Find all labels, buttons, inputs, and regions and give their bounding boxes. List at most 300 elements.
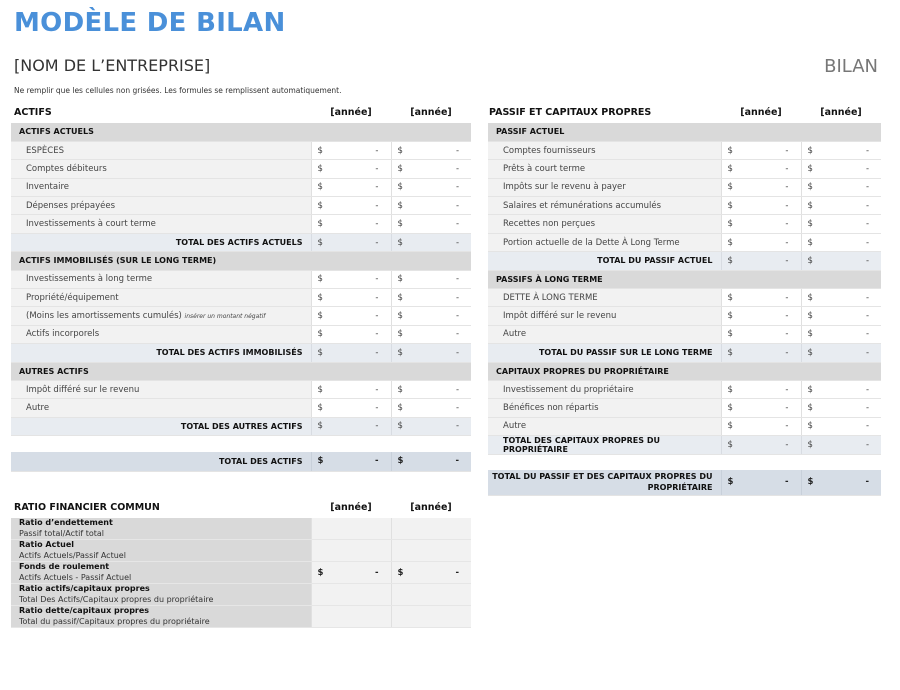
amount: - <box>375 329 379 340</box>
currency-symbol: $ <box>317 219 323 230</box>
ratio-title: Fonds de roulement <box>19 562 110 571</box>
table-row <box>11 270 471 288</box>
amount: - <box>375 274 379 285</box>
amount: - <box>785 163 789 174</box>
fixed-assets-item-label: Investissements à long terme <box>11 270 311 288</box>
assets-heading <box>14 103 471 121</box>
table-row <box>11 399 471 417</box>
owner-equity-category-label: CAPITAUX PROPRES DU PROPRIÉTAIRE <box>488 362 881 380</box>
currency-symbol: $ <box>727 440 733 451</box>
current-assets-input-year-2[interactable] <box>391 215 471 233</box>
amount: - <box>865 200 870 211</box>
currency-symbol: $ <box>727 311 733 322</box>
ratio-title: Ratio Actuel <box>19 540 75 549</box>
currency-symbol: $ <box>397 182 403 193</box>
currency-symbol: $ <box>727 347 733 358</box>
amount: - <box>865 163 870 174</box>
current-liabilities-input-year-2[interactable] <box>801 141 881 159</box>
owner-equity-input-year-1[interactable] <box>721 399 801 417</box>
current-liabilities-total-row <box>488 252 881 270</box>
current-assets-category-label: ACTIFS ACTUELS <box>11 123 471 141</box>
currency-symbol: $ <box>807 182 813 193</box>
long-term-liabilities-item-label: Impôt différé sur le revenu <box>488 307 721 325</box>
current-assets-input-year-1[interactable] <box>311 178 391 196</box>
current-liabilities-input-year-2[interactable] <box>801 197 881 215</box>
current-liabilities-input-year-2[interactable] <box>801 215 881 233</box>
long-term-liabilities-total-label: TOTAL DU PASSIF SUR LE LONG TERME <box>488 344 721 362</box>
other-assets-total-row <box>11 417 471 435</box>
amount: - <box>455 274 460 285</box>
owner-equity-input-year-1[interactable] <box>721 417 801 435</box>
current-liabilities-total-year-1 <box>721 252 801 270</box>
amount: - <box>865 421 870 432</box>
current-assets-input-year-1[interactable] <box>311 141 391 159</box>
page-title: MODÈLE DE BILAN <box>14 8 286 38</box>
currency-symbol: $ <box>317 182 323 193</box>
currency-symbol: $ <box>317 292 323 303</box>
currency-symbol: $ <box>727 182 733 193</box>
amount: - <box>865 384 870 395</box>
ratio-value-year-2 <box>391 606 471 628</box>
other-assets-total-year-2 <box>391 417 471 435</box>
long-term-liabilities-item-label: Autre <box>488 325 721 343</box>
long-term-liabilities-input-year-1[interactable] <box>721 307 801 325</box>
table-row <box>11 197 471 215</box>
ratio-label <box>11 584 311 606</box>
long-term-liabilities-input-year-2[interactable] <box>801 289 881 307</box>
long-term-liabilities-category-label: PASSIFS À LONG TERME <box>488 270 881 288</box>
current-assets-total-year-2 <box>391 233 471 251</box>
assets-title: ACTIFS <box>14 106 52 118</box>
ratio-formula: Passif total/Actif total <box>19 528 105 538</box>
long-term-liabilities-total-year-2 <box>801 344 881 362</box>
table-row <box>11 325 471 343</box>
table-row <box>488 233 881 251</box>
currency-symbol: $ <box>317 200 323 211</box>
current-assets-input-year-2[interactable] <box>391 178 471 196</box>
ratio-label <box>11 562 311 584</box>
total-liabilities-equity-value-1: $ - <box>721 470 801 495</box>
amount: - <box>455 403 460 414</box>
owner-equity-input-year-1[interactable] <box>721 380 801 398</box>
current-assets-input-year-2[interactable] <box>391 141 471 159</box>
assets-grand-total <box>11 452 471 472</box>
current-liabilities-input-year-2[interactable] <box>801 233 881 251</box>
owner-equity-item-label: Investissement du propriétaire <box>488 380 721 398</box>
ratio-label <box>11 540 311 562</box>
amount: - <box>785 145 789 156</box>
currency-symbol: $ <box>807 237 813 248</box>
amount: - <box>455 384 460 395</box>
currency-symbol: $ <box>807 163 813 174</box>
ratio-label <box>11 606 311 628</box>
currency-symbol: $ <box>727 200 733 211</box>
ratios-table <box>11 518 471 628</box>
table-row <box>488 417 881 435</box>
amount: - <box>455 329 460 340</box>
table-row <box>488 399 881 417</box>
current-liabilities-input-year-2[interactable] <box>801 178 881 196</box>
table-row <box>488 160 881 178</box>
ratio-value-year-2 <box>391 584 471 606</box>
owner-equity-total-label: TOTAL DES CAPITAUX PROPRES DU PROPRIÉTAIRE <box>488 436 721 455</box>
fixed-assets-input-year-2[interactable] <box>391 307 471 325</box>
currency-symbol: $ <box>317 421 323 432</box>
amount: - <box>455 182 460 193</box>
instructions-note: Ne remplir que les cellules non grisées. Les formules se remplissent automatiquement. <box>14 86 342 95</box>
fixed-assets-input-year-2[interactable] <box>391 270 471 288</box>
liabilities-grand-total <box>488 470 881 496</box>
current-liabilities-item-label: Recettes non perçues <box>488 215 721 233</box>
table-row <box>11 178 471 196</box>
ratio-formula: Total Des Actifs/Capitaux propres du propriétaire <box>19 594 214 604</box>
ratio-value-year-1 <box>311 584 391 606</box>
currency-symbol: $ <box>807 145 813 156</box>
fixed-assets-total-year-1 <box>311 344 391 362</box>
current-assets-input-year-2[interactable] <box>391 160 471 178</box>
current-liabilities-item-label: Comptes fournisseurs <box>488 141 721 159</box>
other-assets-input-year-2[interactable] <box>391 380 471 398</box>
amount: - <box>865 403 870 414</box>
current-liabilities-total-year-2 <box>801 252 881 270</box>
amount: - <box>785 182 789 193</box>
fixed-assets-input-year-2[interactable] <box>391 289 471 307</box>
amount: - <box>375 219 379 230</box>
currency-symbol: $ <box>727 145 733 156</box>
long-term-liabilities-input-year-2[interactable] <box>801 307 881 325</box>
amount: - <box>455 237 460 248</box>
amount: - <box>375 384 379 395</box>
amount: - <box>785 311 789 322</box>
amount: - <box>455 145 460 156</box>
table-row <box>488 307 881 325</box>
currency-symbol: $ <box>727 163 733 174</box>
current-liabilities-item-label: Impôts sur le revenu à payer <box>488 178 721 196</box>
currency-symbol: $ <box>807 292 813 303</box>
owner-equity-category-row <box>488 362 881 380</box>
table-row <box>488 141 881 159</box>
ratio-formula: Actifs Actuels - Passif Actuel <box>19 572 132 582</box>
ratios-year-2: [année] <box>410 501 452 513</box>
currency-symbol: $ <box>317 163 323 174</box>
amount: - <box>455 219 460 230</box>
currency-symbol: $ <box>807 421 813 432</box>
current-assets-input-year-1[interactable] <box>311 215 391 233</box>
table-row <box>488 197 881 215</box>
owner-equity-total-row <box>488 436 881 455</box>
table-row <box>11 289 471 307</box>
currency-symbol: $ <box>317 145 323 156</box>
amount: - <box>785 237 789 248</box>
ratio-label <box>11 518 311 540</box>
liabilities-heading <box>489 103 881 121</box>
currency-symbol: $ <box>317 384 323 395</box>
currency-symbol: $ <box>397 274 403 285</box>
currency-symbol: $ <box>317 347 323 358</box>
amount: - <box>865 440 870 451</box>
hint-text: insérer un montant négatif <box>184 313 266 321</box>
current-assets-input-year-2[interactable] <box>391 197 471 215</box>
current-assets-total-row <box>11 233 471 251</box>
amount: - <box>865 292 870 303</box>
owner-equity-input-year-2[interactable] <box>801 417 881 435</box>
fixed-assets-category-row <box>11 252 471 270</box>
current-liabilities-category-label: PASSIF ACTUEL <box>488 123 881 141</box>
ratio-title: Ratio d’endettement <box>19 518 113 527</box>
amount: - <box>785 403 789 414</box>
current-liabilities-input-year-1[interactable] <box>721 197 801 215</box>
total-liabilities-equity-row <box>488 470 881 495</box>
liabilities-year-2[interactable]: [année] <box>820 106 862 118</box>
long-term-liabilities-input-year-2[interactable] <box>801 325 881 343</box>
currency-symbol: $ <box>397 384 403 395</box>
amount: - <box>374 567 379 578</box>
ratio-row <box>11 562 471 584</box>
amount: - <box>455 567 459 578</box>
ratio-title: Ratio dette/capitaux propres <box>19 606 150 615</box>
amount: - <box>785 329 789 340</box>
amount: - <box>785 219 789 230</box>
current-assets-item-label: Inventaire <box>11 178 311 196</box>
total-assets-value-2: $ - <box>391 452 471 471</box>
table-row <box>488 215 881 233</box>
currency-symbol: $ <box>397 200 403 211</box>
currency-symbol: $ <box>727 421 733 432</box>
fixed-assets-item-label: Propriété/équipement <box>11 289 311 307</box>
long-term-liabilities-category-row <box>488 270 881 288</box>
current-assets-total-year-1 <box>311 233 391 251</box>
other-assets-category-label: AUTRES ACTIFS <box>11 362 471 380</box>
table-row <box>488 289 881 307</box>
amount: - <box>785 440 789 451</box>
currency-symbol: $ <box>397 219 403 230</box>
table-row <box>488 380 881 398</box>
current-assets-item-label: Investissements à court terme <box>11 215 311 233</box>
amount: - <box>785 292 789 303</box>
amount: - <box>375 200 379 211</box>
amount: - <box>375 403 379 414</box>
amount: - <box>375 182 379 193</box>
other-assets-item-label: Impôt différé sur le revenu <box>11 380 311 398</box>
ratio-value-year-2 <box>391 518 471 540</box>
currency-symbol: $ <box>807 219 813 230</box>
amount: - <box>375 145 379 156</box>
amount: - <box>865 237 870 248</box>
currency-symbol: $ <box>397 347 403 358</box>
currency-symbol: $ <box>397 567 404 578</box>
current-liabilities-input-year-1[interactable] <box>721 215 801 233</box>
total-assets-row <box>11 452 471 471</box>
current-assets-input-year-1[interactable] <box>311 160 391 178</box>
currency-symbol: $ <box>807 403 813 414</box>
amount: - <box>455 200 460 211</box>
ratio-row <box>11 606 471 628</box>
current-assets-item-label: ESPÈCES <box>11 141 311 159</box>
fixed-assets-input-year-1[interactable] <box>311 307 391 325</box>
ratio-formula: Total du passif/Capitaux propres du propriétaire <box>19 616 210 626</box>
table-row <box>11 141 471 159</box>
fixed-assets-total-label: TOTAL DES ACTIFS IMMOBILISÉS <box>11 344 311 362</box>
liabilities-title: PASSIF ET CAPITAUX PROPRES <box>489 106 652 118</box>
other-assets-input-year-1[interactable] <box>311 380 391 398</box>
currency-symbol: $ <box>317 403 323 414</box>
current-liabilities-input-year-1[interactable] <box>721 178 801 196</box>
currency-symbol: $ <box>727 219 733 230</box>
currency-symbol: $ <box>807 440 813 451</box>
amount: - <box>785 384 789 395</box>
total-liabilities-equity-value-2: $ - <box>801 470 881 495</box>
amount: - <box>865 347 870 358</box>
fixed-assets-input-year-1[interactable] <box>311 270 391 288</box>
fixed-assets-input-year-1[interactable] <box>311 325 391 343</box>
currency-symbol: $ <box>807 384 813 395</box>
amount: - <box>865 311 870 322</box>
ratio-title: Ratio actifs/capitaux propres <box>19 584 150 593</box>
currency-symbol: $ <box>807 329 813 340</box>
amount: - <box>865 182 870 193</box>
currency-symbol: $ <box>317 567 324 578</box>
current-liabilities-total-label: TOTAL DU PASSIF ACTUEL <box>488 252 721 270</box>
ratio-value-year-2 <box>391 540 471 562</box>
ratio-value-year-1 <box>311 540 391 562</box>
currency-symbol: $ <box>397 329 403 340</box>
ratio-value-year-1 <box>311 606 391 628</box>
other-assets-input-year-2[interactable] <box>391 399 471 417</box>
fixed-assets-item-label: Actifs incorporels <box>11 325 311 343</box>
current-liabilities-item-label: Portion actuelle de la Dette À Long Terme <box>488 233 721 251</box>
other-assets-total-label: TOTAL DES AUTRES ACTIFS <box>11 417 311 435</box>
amount: - <box>375 347 379 358</box>
current-assets-item-label: Comptes débiteurs <box>11 160 311 178</box>
fixed-assets-input-year-2[interactable] <box>391 325 471 343</box>
other-assets-total-year-1 <box>311 417 391 435</box>
ratio-row <box>11 584 471 606</box>
current-assets-total-label: TOTAL DES ACTIFS ACTUELS <box>11 233 311 251</box>
long-term-liabilities-item-label: DETTE À LONG TERME <box>488 289 721 307</box>
currency-symbol: $ <box>727 292 733 303</box>
ratio-value-year-2 <box>391 562 471 584</box>
currency-symbol: $ <box>727 237 733 248</box>
long-term-liabilities-total-year-1 <box>721 344 801 362</box>
amount: - <box>455 292 460 303</box>
amount: - <box>785 255 789 266</box>
amount: - <box>375 237 379 248</box>
table-row <box>11 160 471 178</box>
currency-symbol: $ <box>807 255 813 266</box>
currency-symbol: $ <box>807 347 813 358</box>
assets-year-1[interactable]: [année] <box>330 106 372 118</box>
amount: - <box>785 200 789 211</box>
other-assets-input-year-1[interactable] <box>311 399 391 417</box>
currency-symbol: $ <box>397 311 403 322</box>
ratio-value-year-1 <box>311 562 391 584</box>
amount: - <box>865 255 870 266</box>
currency-symbol: $ <box>727 329 733 340</box>
currency-symbol: $ <box>397 403 403 414</box>
fixed-assets-total-row <box>11 344 471 362</box>
document-label: BILAN <box>824 56 878 77</box>
ratios-year-1: [année] <box>330 501 372 513</box>
owner-equity-input-year-2[interactable] <box>801 399 881 417</box>
currency-symbol: $ <box>727 255 733 266</box>
amount: - <box>375 311 379 322</box>
long-term-liabilities-input-year-1[interactable] <box>721 325 801 343</box>
current-liabilities-input-year-1[interactable] <box>721 160 801 178</box>
currency-symbol: $ <box>807 200 813 211</box>
amount: - <box>785 347 789 358</box>
other-assets-item-label: Autre <box>11 399 311 417</box>
owner-equity-item-label: Autre <box>488 417 721 435</box>
table-row <box>11 380 471 398</box>
assets-year-2[interactable]: [année] <box>410 106 452 118</box>
table-row <box>11 307 471 325</box>
amount: - <box>865 219 870 230</box>
company-name[interactable]: [NOM DE L’ENTREPRISE] <box>14 56 211 75</box>
currency-symbol: $ <box>397 421 403 432</box>
current-assets-item-label: Dépenses prépayées <box>11 197 311 215</box>
currency-symbol: $ <box>317 329 323 340</box>
amount: - <box>375 421 379 432</box>
amount: - <box>785 421 789 432</box>
liabilities-year-1[interactable]: [année] <box>740 106 782 118</box>
currency-symbol: $ <box>397 163 403 174</box>
current-liabilities-category-row <box>488 123 881 141</box>
ratio-row <box>11 518 471 540</box>
current-liabilities-input-year-1[interactable] <box>721 233 801 251</box>
currency-symbol: $ <box>317 274 323 285</box>
other-assets-category-row <box>11 362 471 380</box>
amount: - <box>455 347 460 358</box>
amount: - <box>865 329 870 340</box>
owner-equity-total-year-1 <box>721 436 801 455</box>
owner-equity-input-year-2[interactable] <box>801 380 881 398</box>
owner-equity-total-year-2 <box>801 436 881 455</box>
amount: - <box>455 163 460 174</box>
current-liabilities-input-year-1[interactable] <box>721 141 801 159</box>
current-liabilities-item-label: Salaires et rémunérations accumulés <box>488 197 721 215</box>
amount: - <box>455 421 460 432</box>
total-assets-value-1: $ - <box>311 452 391 471</box>
currency-symbol: $ <box>727 384 733 395</box>
currency-symbol: $ <box>397 237 403 248</box>
total-assets-label: TOTAL DES ACTIFS <box>11 452 311 471</box>
currency-symbol: $ <box>317 311 323 322</box>
fixed-assets-category-label: ACTIFS IMMOBILISÉS (SUR LE LONG TERME) <box>11 252 471 270</box>
ratio-value-year-1 <box>311 518 391 540</box>
ratio-row <box>11 540 471 562</box>
currency-symbol: $ <box>397 292 403 303</box>
currency-symbol: $ <box>807 311 813 322</box>
current-assets-category-row <box>11 123 471 141</box>
amount: - <box>455 311 460 322</box>
owner-equity-item-label: Bénéfices non répartis <box>488 399 721 417</box>
liabilities-table <box>488 123 881 455</box>
fixed-assets-item-label: (Moins les amortissements cumulés) insérer un montant négatif <box>11 307 311 325</box>
current-assets-input-year-1[interactable] <box>311 197 391 215</box>
currency-symbol: $ <box>317 237 323 248</box>
current-liabilities-input-year-2[interactable] <box>801 160 881 178</box>
ratios-heading <box>14 498 471 516</box>
long-term-liabilities-input-year-1[interactable] <box>721 289 801 307</box>
currency-symbol: $ <box>397 145 403 156</box>
long-term-liabilities-total-row <box>488 344 881 362</box>
table-row <box>488 325 881 343</box>
fixed-assets-input-year-1[interactable] <box>311 289 391 307</box>
ratio-formula: Actifs Actuels/Passif Actuel <box>19 550 126 560</box>
amount: - <box>375 292 379 303</box>
table-row <box>488 178 881 196</box>
total-liabilities-equity-label: TOTAL DU PASSIF ET DES CAPITAUX PROPRES DU PROPRIÉTAIRE <box>488 470 721 495</box>
